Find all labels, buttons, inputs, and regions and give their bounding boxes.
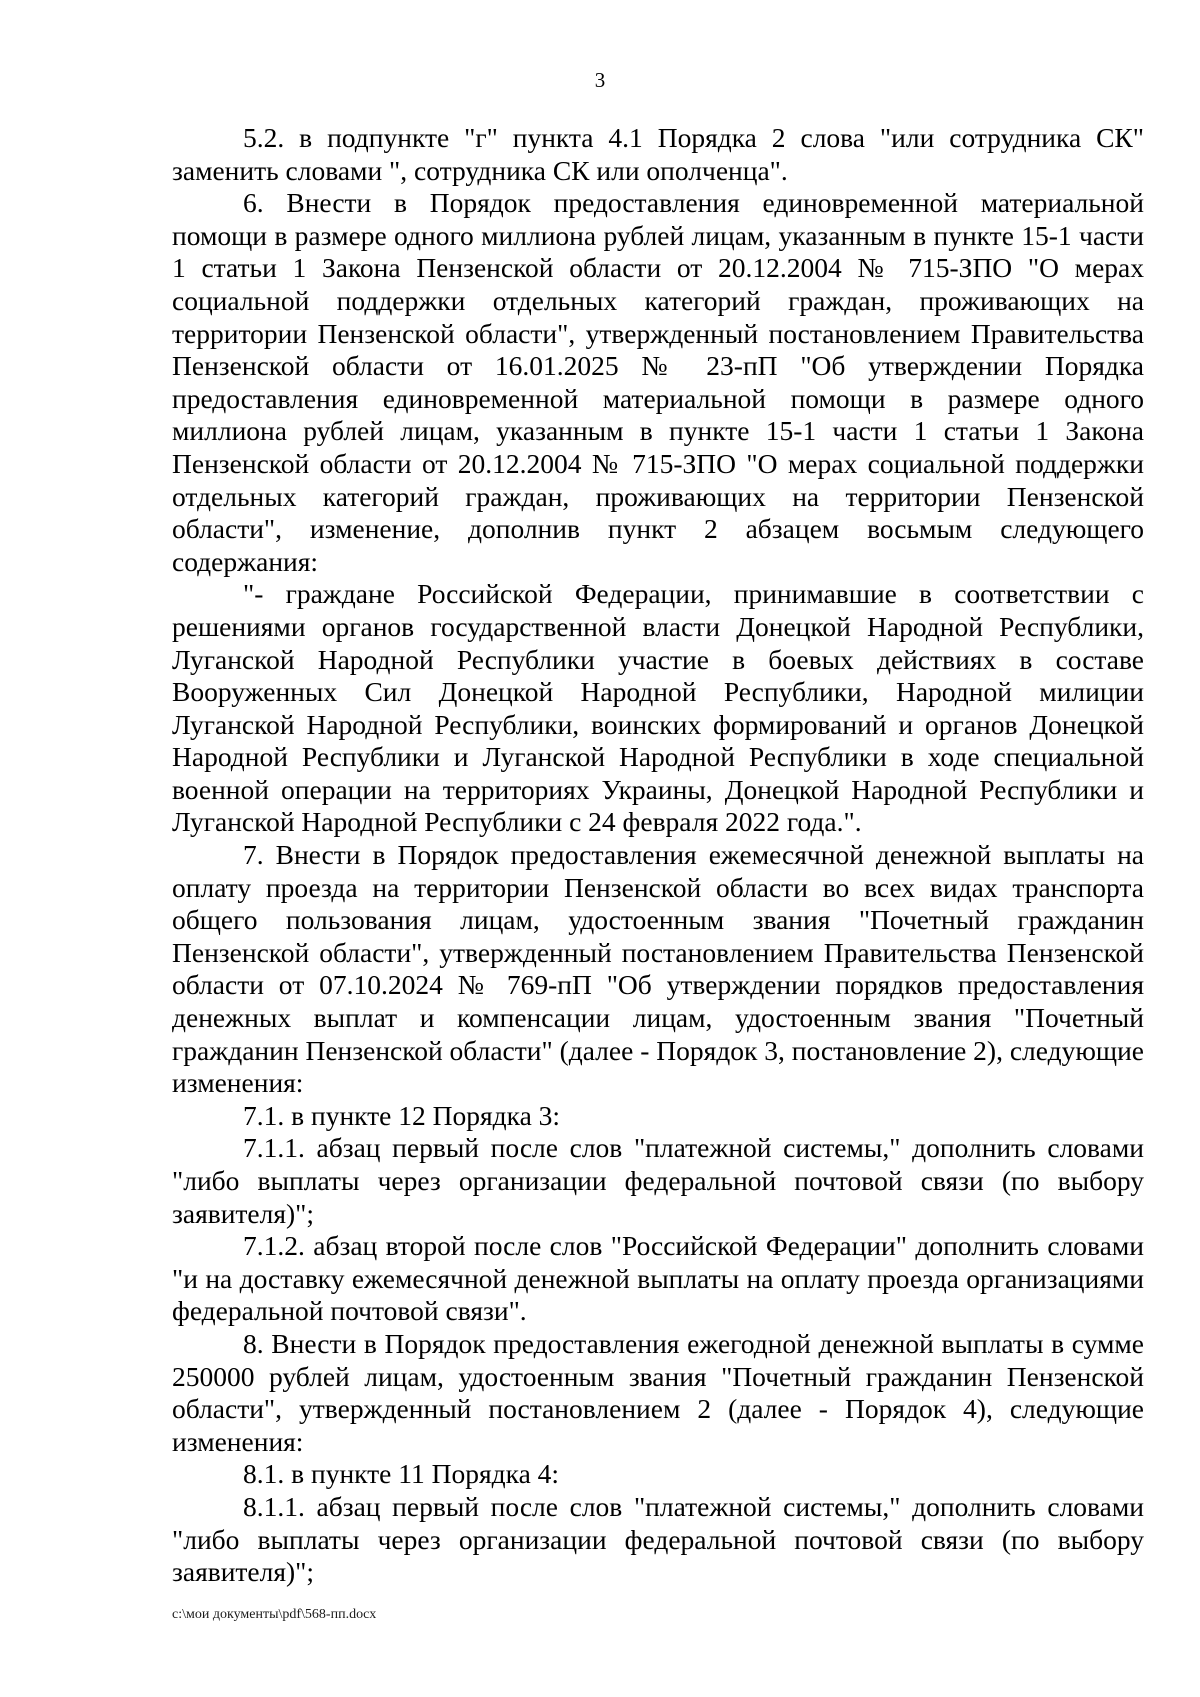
paragraph-7-1-2: 7.1.2. абзац второй после слов "Российской Федерации" дополнить словами "и на доставку ежемесячной денежной выплаты на оплату проезда организациями федеральной почтовой связи". [172,1230,1144,1327]
paragraph-7-1-1: 7.1.1. абзац первый после слов "платежной системы," дополнить словами "либо выплаты через организации федеральной почтовой связи (по выбору заявителя)"; [172,1132,1144,1229]
footer-file-path: c:\мои документы\pdf\568-пп.docx [172,1607,377,1622]
page-number: 3 [594,68,606,92]
document-body [172,122,1144,1589]
paragraph-8-1-1: 8.1.1. абзац первый после слов "платежной системы," дополнить словами "либо выплаты через организации федеральной почтовой связи (по выбору заявителя)"; [172,1490,1144,1588]
paragraph-6-quote: "- граждане Российской Федерации, принимавшие в соответствии с решениями органов государственной власти Донецкой Народной Республики, Луганской Народной Республики участие в боевых действиях в составе Вооруженных Сил Донецкой Народной Республики, Народной милиции Луганской Народной Республики, воинских формирований и органов Донецкой Народной Республики и Луганской Народной Республики в ходе специальной военной операции на территориях Украины, Донецкой Народной Республики и Луганской Народной Республики с 24 февраля 2022 года.". [172,578,1144,838]
paragraph-7: 7. Внести в Порядок предоставления ежемесячной денежной выплаты на оплату проезда на территории Пензенской области во всех видах транспорта общего пользования лицам, удостоенным звания "Почетный гражданин Пензенской области", утвержденный постановлением Правительства Пензенской области от 07.10.2024 № 769-пП "Об утверждении порядков предоставления денежных выплат и компенсации лицам, удостоенным звания "Почетный гражданин Пензенской области" (далее - Порядок 3, постановление 2), следующие изменения: [172,839,1144,1099]
paragraph-8: 8. Внести в Порядок предоставления ежегодной денежной выплаты в сумме 250000 рублей лицам, удостоенным звания "Почетный гражданин Пензенской области", утвержденный постановлением 2 (далее - Порядок 4), следующие изменения: [172,1327,1144,1457]
paragraph-7-1: 7.1. в пункте 12 Порядка 3: [243,1099,561,1131]
paragraph-6: 6. Внести в Порядок предоставления единовременной материальной помощи в размере одного миллиона рублей лицам, указанным в пункте 15-1 части 1 статьи 1 Закона Пензенской области от 20.12.2004 № 715-ЗПО "О мерах социальной поддержки отдельных категорий граждан, проживающих на территории Пензенской области", утвержденный постановлением Правительства Пензенской области от 16.01.2025 № 23-пП "Об утверждении Порядка предоставления единовременной материальной помощи в размере одного миллиона рублей лицам, указанным в пункте 15-1 части 1 статьи 1 Закона Пензенской области от 20.12.2004 № 715-ЗПО "О мерах социальной поддержки отдельных категорий граждан, проживающих на территории Пензенской области", изменение, дополнив пункт 2 абзацем восьмым следующего содержания: [172,187,1144,577]
paragraph-8-1: 8.1. в пункте 11 Порядка 4: [243,1458,560,1490]
paragraph-5-2: 5.2. в подпункте "г" пункта 4.1 Порядка 2 слова "или сотрудника СК" заменить словами ", сотрудника СК или ополченца". [172,122,1144,186]
